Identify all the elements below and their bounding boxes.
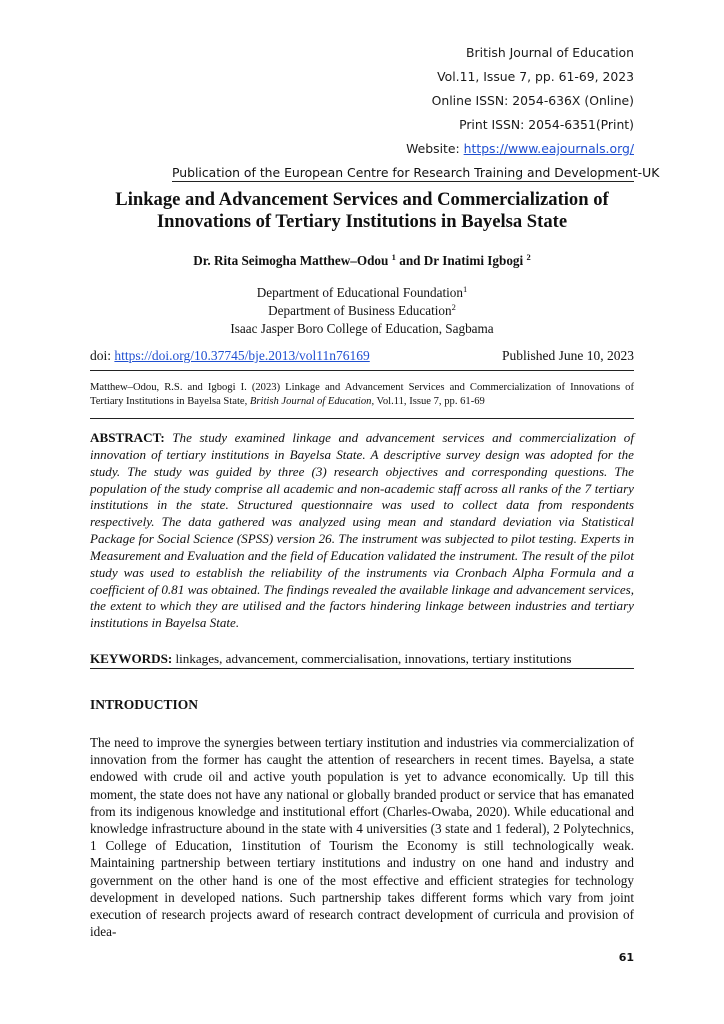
affiliation-3: Isaac Jasper Boro College of Education, Sagbama [230, 321, 494, 336]
author-line [90, 253, 634, 269]
introduction-paragraph: The need to improve the synergies between tertiary institution and industries via commercialization of innovation from the former has caught the attention of researchers in recent times. Bayelsa, a state endowed with crude oil and active youth population is yet to advance economically. Up till this moment, the state does not have any national or globally branded product or service that has emanated from its indigenous knowledge and institutional effort (Charles-Owaba, 2020). While educational and knowledge infrastructure abound in the state with 4 universities (3 state and 1 federal), 2 Polytechnics, 1 College of Education, 1institution of Tourism the Economy is still technologically weak. Maintaining partnership between tertiary institutions and industry on one hand and industry and government on the other hand is one of the most effective and efficient strategies for technology development in developed nations. Such partnership takes different forms which vary from joint execution of research projects award of research contract development of curricula and provision of idea- [90, 735, 634, 940]
introduction-heading: INTRODUCTION [90, 697, 199, 712]
online-issn: Online ISSN: 2054-636X (Online) [431, 93, 634, 108]
doi-line [90, 348, 370, 364]
affiliation-2-text: Department of Business Education [268, 303, 452, 318]
affiliation-1 [90, 284, 634, 302]
doi-rule [90, 370, 634, 371]
author-1: Dr. Rita Seimogha Matthew–Odou [193, 253, 392, 268]
affiliation-2-sup: 2 [451, 302, 456, 312]
volume-info: Vol.11, Issue 7, pp. 61-69, 2023 [437, 69, 634, 84]
journal-name: British Journal of Education [466, 45, 634, 60]
page-number: 61 [618, 951, 634, 964]
keywords [90, 651, 571, 667]
citation-rule [90, 418, 634, 419]
affiliation-1-text: Department of Educational Foundation [256, 285, 463, 300]
citation-journal: British Journal of Education [249, 396, 372, 407]
doi-link[interactable]: https://doi.org/10.37745/bje.2013/vol11n76169 [114, 348, 370, 363]
website-line [406, 141, 634, 156]
author-2-sup: 2 [526, 252, 531, 262]
article-title [90, 189, 634, 233]
doi-label: doi: [90, 348, 115, 363]
title-line-2: Innovations of Tertiary Institutions in Bayelsa State [156, 211, 568, 232]
author-and: and [395, 253, 424, 268]
affiliation-1-sup: 1 [462, 284, 468, 294]
abstract-label: ABSTRACT: [90, 430, 165, 445]
abstract-text: The study examined linkage and advancement services and commercialization of innovation of tertiary institutions in Bayelsa State. A descriptive survey design was adopted for the study. The study was guided by three (3) research objectives and corresponding questions. The population of the study comprise all academic and non-academic staff across all ranks of the 7 tertiary institutions in the state. Structured questionnaire was used to collect data from respondents respectively. The data gathered was analyzed using mean and standard deviation via Statistical Package for Social Science (SPSS) version 26. The instrument was subjected to pilot testing. Experts in Measurement and Evaluation and the field of Education validated the instrument. The result of the pilot study was used to establish the reliability of the instruments via Cronbach Alpha Formula and a coefficient of 0.81 was obtained. The findings revealed the available linkage and advancement services, the extent to which they are utilised and the factors hindering linkage between industries and tertiary institutions in Bayelsa State. [90, 430, 634, 631]
citation-text: Matthew–Odou, R.S. and Igbogi I. (2023) Linkage and Advancement Services and Commercialization of Innovations of Tertiary Institutions in Bayelsa State, [90, 382, 634, 407]
publisher-line: Publication of the European Centre for Research Training and Development-UK [172, 165, 660, 180]
citation [90, 381, 634, 409]
published-date: Published June 10, 2023 [501, 348, 634, 363]
keywords-text: linkages, advancement, commercialisation, innovations, tertiary institutions [172, 651, 572, 666]
affiliation-2 [90, 302, 634, 320]
citation-tail: , Vol.11, Issue 7, pp. 61-69 [371, 396, 485, 407]
abstract [90, 430, 634, 632]
header-rule [172, 181, 634, 182]
website-label: Website: [406, 141, 464, 156]
title-line-1: Linkage and Advancement Services and Commercialization of [115, 189, 609, 210]
author-2: Dr Inatimi Igbogi [423, 253, 527, 268]
author-1-sup: 1 [391, 252, 396, 262]
print-issn: Print ISSN: 2054-6351(Print) [459, 117, 634, 132]
keywords-rule [90, 668, 634, 669]
website-link[interactable]: https://www.eajournals.org/ [463, 141, 634, 156]
keywords-label: KEYWORDS: [90, 651, 173, 666]
